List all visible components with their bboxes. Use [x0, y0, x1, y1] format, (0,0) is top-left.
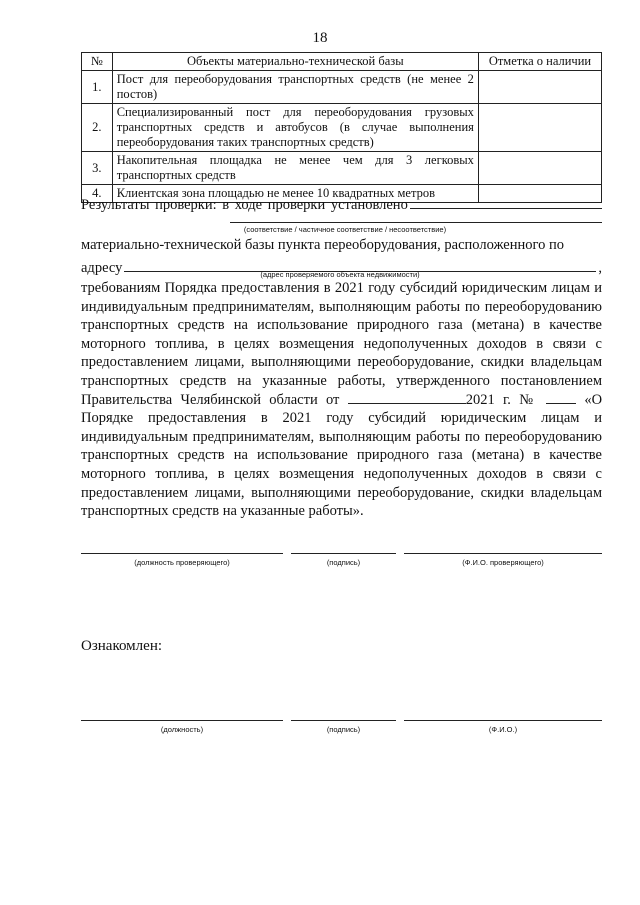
results-caption: (соответствие / частичное соответствие / несоответствие): [243, 225, 447, 234]
row-number: 1.: [82, 71, 113, 104]
address-intro: материально-технической базы пункта переоборудования, расположенного по: [81, 237, 564, 253]
row-number: 4.: [82, 185, 113, 203]
results-underline: [230, 222, 602, 223]
address-caption: (адрес проверяемого объекта недвижимости): [260, 270, 420, 279]
body-part2: «О Порядке предоставления в 2021 году субсидий юридическим лицам и индивидуальным предпринимателям, выполняющим работы по переоборудованию транспортных средств на использование природного газа (метана) в качестве моторного топлива, в целях возмещения недополученных доходов в связи с предоставлением лицами, выполняющими переоборудование, скидки владельцам транспортных средств на указанные работы».: [81, 391, 603, 520]
decree-number-field[interactable]: [546, 391, 576, 404]
row-object: Специализированный пост для переоборудования грузовых транспортных средств и автобусов (в случае выполнения переоборудования таких транспортных средств): [112, 104, 478, 152]
position-caption-2: (должность): [160, 725, 204, 734]
objects-table: [81, 52, 602, 203]
signature-caption-2: (подпись): [326, 725, 361, 734]
signature-caption: (подпись): [326, 558, 361, 567]
body-part1: требованиям Порядка предоставления в 2021 году субсидий юридическим лицам и индивидуальным предпринимателям, выполняющим работы по переоборудованию транспортных средств на использование природного газа (метана) в качестве моторного топлива, в целях возмещения недополученных доходов в связи с предоставлением лицами, выполняющими переоборудование, скидки владельцам транспортных средств на указанные работы, утвержденного постановлением Правительства Челябинской области от: [81, 280, 602, 408]
number-sign: №: [519, 391, 538, 408]
name-caption: (Ф.И.О. проверяющего): [462, 558, 544, 567]
position-signature-line[interactable]: [81, 553, 283, 554]
decree-year: 2021 г.: [465, 391, 511, 408]
row-object: Пост для переоборудования транспортных средств (не менее 2 постов): [112, 71, 478, 104]
page-number: 18: [312, 30, 328, 46]
table-row: [82, 104, 602, 152]
results-label: Результаты проверки: в ходе проверки установлено: [81, 197, 408, 213]
results-blank-field[interactable]: [410, 194, 602, 209]
position-signature-line-2[interactable]: [81, 720, 283, 721]
table-header-row: [82, 53, 602, 71]
row-object: Клиентская зона площадью не менее 10 квадратных метров: [112, 185, 478, 203]
row-mark-cell[interactable]: [478, 152, 601, 185]
position-caption: (должность проверяющего): [134, 558, 230, 567]
address-suffix: ,: [598, 260, 602, 276]
row-mark-cell[interactable]: [478, 71, 601, 104]
header-number: №: [82, 53, 113, 71]
signature-line-2[interactable]: [291, 720, 396, 721]
row-number: 3.: [82, 152, 113, 185]
address-prefix: адресу: [81, 260, 123, 276]
header-mark: Отметка о наличии: [478, 53, 601, 71]
name-signature-line-2[interactable]: [404, 720, 602, 721]
acquainted-label: Ознакомлен:: [81, 638, 163, 654]
signature-line[interactable]: [291, 553, 396, 554]
table-row: [82, 152, 602, 185]
row-object: Накопительная площадка не менее чем для 3 легковых транспортных средств: [112, 152, 478, 185]
header-objects: Объекты материально-технической базы: [112, 53, 478, 71]
row-mark-cell[interactable]: [478, 104, 601, 152]
body-paragraph: [81, 279, 602, 521]
results-line: [81, 194, 602, 214]
table-row: [82, 71, 602, 104]
name-signature-line[interactable]: [404, 553, 602, 554]
row-number: 2.: [82, 104, 113, 152]
name-caption-2: (Ф.И.О.): [488, 725, 518, 734]
decree-date-field[interactable]: [348, 391, 466, 404]
